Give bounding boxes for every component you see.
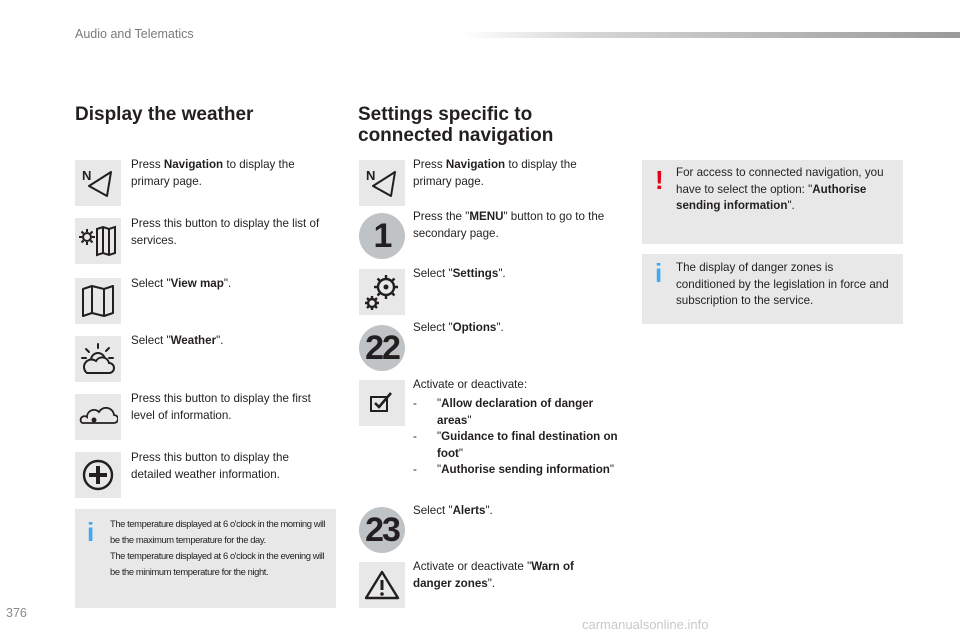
connected-navigation-heading: Settings specific to connected navigation	[358, 104, 554, 146]
warning-triangle-icon	[359, 562, 405, 608]
checkbox-icon	[359, 380, 405, 426]
weather-step-1-text: Press Navigation to display the primary page.	[131, 158, 295, 188]
svg-text:N: N	[82, 168, 92, 183]
weather-heading: Display the weather	[75, 104, 254, 125]
danger-zones-info-text: The display of danger zones is conditioned by the legislation in force and subscription to the service.	[676, 261, 889, 307]
weather-step-5-text: Press this button to display the first level of information.	[131, 392, 311, 422]
danger-zones-info	[642, 254, 903, 324]
plus-icon	[75, 452, 121, 498]
page-number: 376	[6, 606, 27, 620]
temperature-note-line-2: The temperature displayed at 6 o'clock in the evening will be the minimum temperature for the night.	[110, 550, 325, 577]
menu-step-text: Press the "MENU" button to go to the secondary page.	[413, 210, 605, 240]
watermark: carmanualsonline.info	[582, 617, 709, 632]
list-item: - "Authorise sending information"	[413, 463, 615, 476]
connected-navigation-warning	[642, 160, 903, 244]
info-icon: i	[655, 258, 663, 288]
activate-intro-text: Activate or deactivate:	[413, 378, 528, 391]
services-icon	[75, 218, 121, 264]
section-title: Audio and Telematics	[75, 27, 194, 41]
weather-step-6-text: Press this button to display the detailed weather information.	[131, 451, 289, 481]
activate-options-list	[413, 396, 625, 479]
navigation-icon	[359, 160, 405, 206]
options-step-text: Select "Options".	[413, 321, 504, 334]
nav-step-text: Press Navigation to display the primary page.	[413, 158, 577, 188]
weather-step-2-text: Press this button to display the list of services.	[131, 217, 320, 247]
info-icon: i	[87, 517, 95, 547]
alerts-step-text: Select "Alerts".	[413, 504, 493, 517]
weather-step-3-text: Select "View map".	[131, 277, 232, 290]
settings-icon	[359, 269, 405, 315]
header-bar	[462, 32, 960, 38]
cloud-info-icon	[75, 394, 121, 440]
warning-exclamation-icon: !	[655, 165, 664, 195]
temperature-note-line-1: The temperature displayed at 6 o'clock in the morning will be the maximum temperature for the day.	[110, 518, 326, 545]
list-item: - "Allow declaration of danger areas"	[413, 397, 594, 427]
weather-step-4-text: Select "Weather".	[131, 334, 224, 347]
temperature-note	[75, 509, 336, 608]
svg-text:N: N	[366, 168, 376, 183]
map-icon	[75, 278, 121, 324]
danger-zones-step-text: Activate or deactivate "Warn of danger zones".	[413, 560, 574, 590]
weather-icon	[75, 336, 121, 382]
warning-text: For access to connected navigation, you have to select the option: "Authorise sending information".	[676, 166, 884, 212]
step-number-1: 1	[359, 213, 405, 259]
navigation-icon	[75, 160, 121, 206]
step-number-22: 22	[359, 325, 405, 371]
list-item: - "Guidance to final destination on foot"	[413, 430, 618, 460]
step-number-23: 23	[359, 507, 405, 553]
settings-step-text: Select "Settings".	[413, 267, 506, 280]
